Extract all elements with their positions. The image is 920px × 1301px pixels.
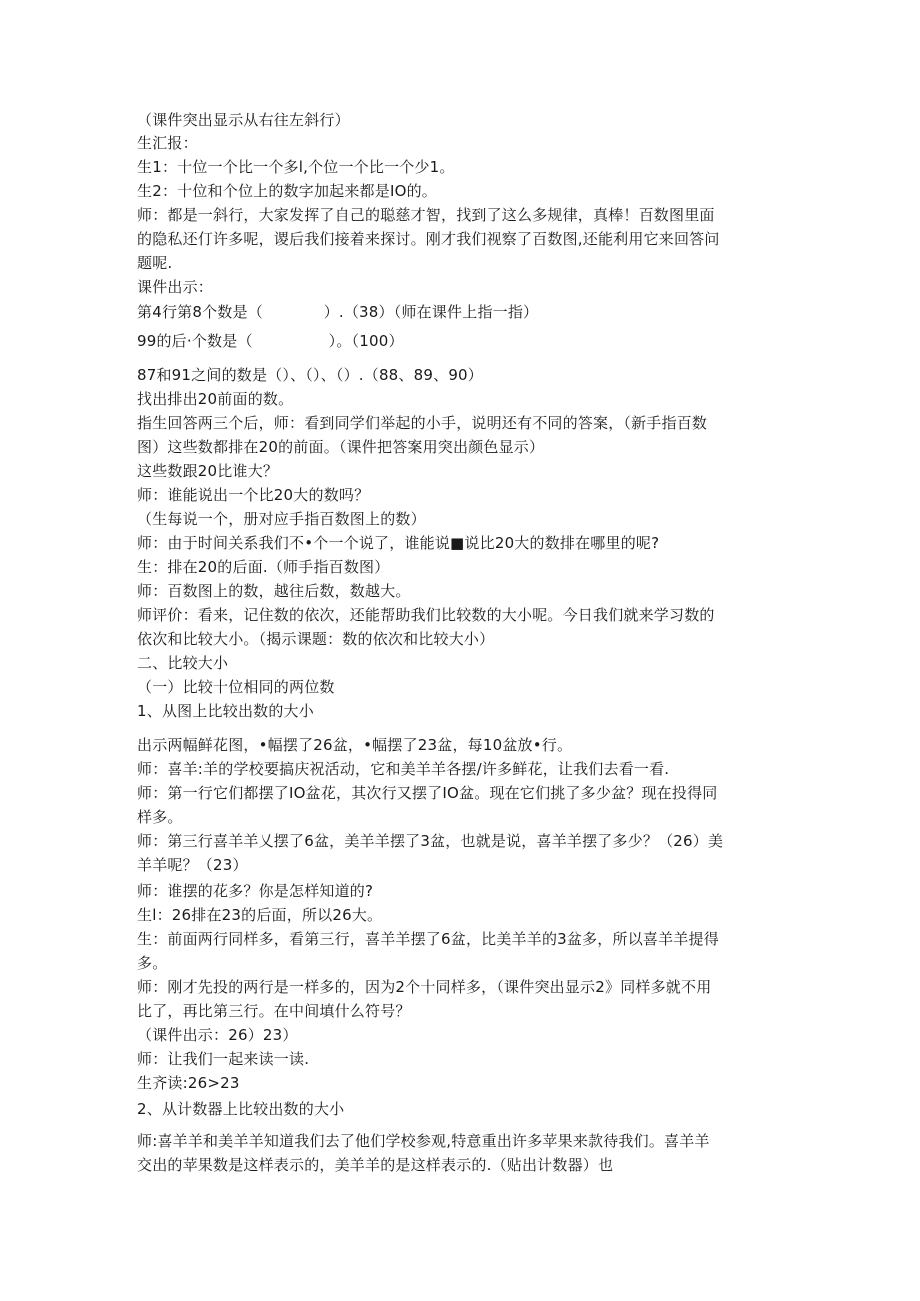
item-heading: 1、从图上比较出数的大小 [137,702,314,720]
text-line: 师:喜羊羊和美羊羊知道我们去了他们学校参观,特意重出许多苹果来款待我们。喜羊羊 [137,1132,710,1150]
text-line: 师：由于时间关系我们不•个一个说了，谁能说■说比20大的数排在哪里的呢? [137,534,660,552]
text-line: 生：前面两行同样多，看第三行，喜羊羊摆了6盆，比美羊羊的3盆多，所以喜羊羊提得 [137,930,719,948]
section-heading: 二、比较大小 [137,654,229,672]
text-line: 师：第三行喜羊羊乂摆了6盆，美羊羊摆了3盆，也就是说，喜羊羊摆了多少？（26）美 [137,832,724,850]
text-line: 师评价：看来，记住数的依次，还能帮助我们比较数的大小呢。今日我们就来学习数的 [137,606,715,624]
text-line: 87和91之间的数是（）、（）、（）.（88、89、90） [137,366,484,384]
text-line: 生l：26排在23的后面，所以26大。 [137,906,383,924]
text-line: 99的后·个数是（ ）。（100） [137,332,404,350]
text-line: 第4行第8个数是（ ）.（38）（师在课件上指一指） [137,303,539,321]
text-line: （课件出示：26）23） [137,1026,298,1044]
text-line: 样多。 [137,808,183,826]
text-line: 师：谁摆的花多？你是怎样知道的? [137,882,374,900]
text-line: （课件突出显示从右往左斜行） [137,111,350,129]
text-line: 生汇报： [137,134,198,152]
text-line: （生每说一个，册对应手指百数图上的数） [137,510,426,528]
text-line: 找出排出20前面的数。 [137,390,294,408]
text-line: 图）这些数都排在20的前面。（课件把答案用突出颜色显示） [137,438,545,456]
text-line: 生1：十位一个比一个多l,个位一个比一个少1。 [137,158,455,176]
text-line: 师：都是一斜行，大家发挥了自己的聪慈才智，找到了这么多规律，真棒！百数图里面 [137,206,715,224]
text-line: 师：让我们一起来读一读. [137,1050,310,1068]
text-line: 交出的苹果数是这样表示的，美羊羊的是这样表示的.（贴出计数器）也 [137,1156,614,1174]
text-line: 生2：十位和个位上的数字加起来都是IO的。 [137,182,437,200]
subsection-heading: （一）比较十位相同的两位数 [137,678,335,696]
text-line: 课件出示： [137,278,214,296]
text-line: 的隐私还仃许多呢，谡后我们接着来探讨。刚才我们视察了百数图,还能利用它来回答问 [137,230,720,248]
text-line: 师：第一行它们都摆了IO盆花，其次行又摆了IO盆。现在它们挑了多少盆？现在投得同 [137,784,718,802]
text-line: 比了，再比第三行。在中间填什么符号？ [137,1002,411,1020]
text-line: 出示两幅鲜花图，•幅摆了26盆，•幅摆了23盆，每10盆放•行。 [137,736,573,754]
text-line: 这些数跟20比谁大？ [137,462,279,480]
text-line: 指生回答两三个后，师：看到同学们举起的小手，说明还有不同的答案，（新手指百数 [137,414,708,432]
text-line: 师：喜羊:羊的学校要搞庆祝活动，它和美羊羊各摆/许多鲜花，让我们去看一看. [137,760,670,778]
text-line: 题呢. [137,254,173,272]
text-line: 师：刚才先投的两行是一样多的，因为2个十同样多，（课件突出显示2》同样多就不用 [137,978,712,996]
text-line: 生：排在20的后面.（师手指百数图） [137,558,390,576]
text-line: 依次和比较大小。（揭示课题：数的依次和比较大小） [137,630,495,648]
text-line: 师：百数图上的数，越往后数，数越大。 [137,582,411,600]
text-line: 师：谁能说出一个比20大的数吗？ [137,486,370,504]
text-line: 生齐读:26>23 [137,1074,240,1092]
text-line: 多。 [137,954,168,972]
text-line: 羊羊呢？（23） [137,856,248,874]
item-heading: 2、从计数器上比较出数的大小 [137,1100,345,1118]
